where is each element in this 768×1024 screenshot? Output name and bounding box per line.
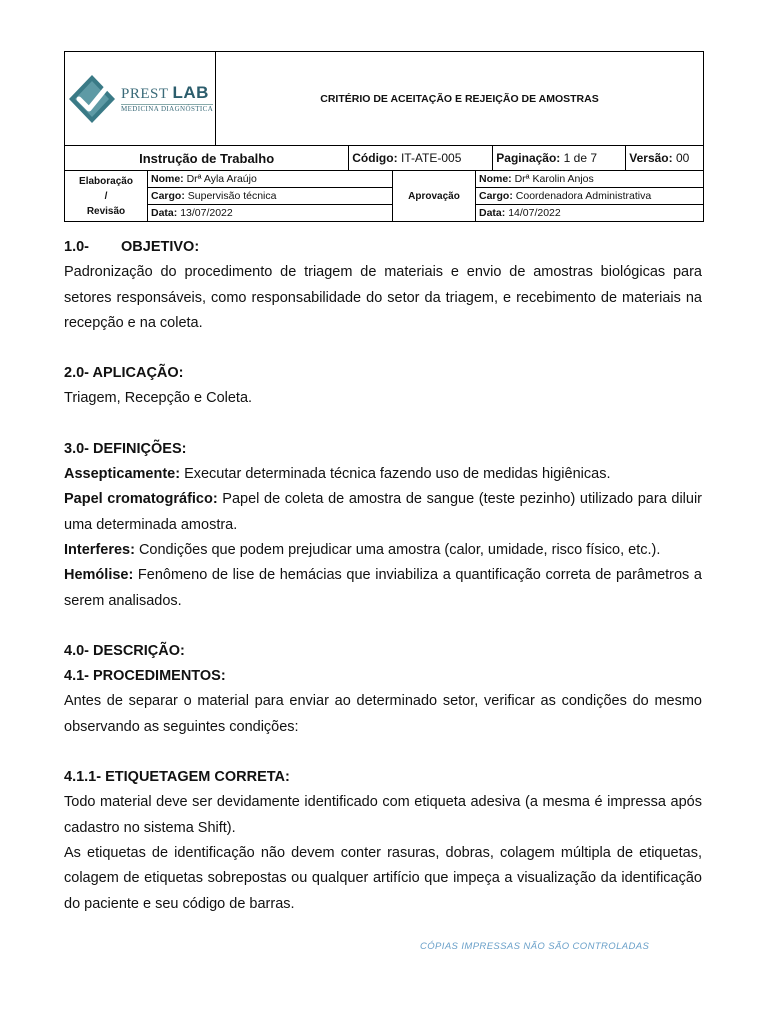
section-2-heading: 2.0- APLICAÇÃO:	[64, 365, 184, 382]
prestlab-logo	[67, 73, 215, 125]
versao-cell	[626, 146, 704, 171]
aprov-nome-cell	[476, 171, 704, 188]
paginacao-value: 1 de 7	[563, 151, 598, 165]
footer-note: CÓPIAS IMPRESSAS NÃO SÃO CONTROLADAS	[420, 941, 650, 952]
aprov-data: 14/07/2022	[508, 207, 561, 219]
definition-text: Papel de coleta de amostra de sangue (teste pezinho) utilizado para diluir uma determinada amostra.	[64, 491, 702, 533]
elab-nome-label: Nome:	[151, 173, 184, 185]
elaboracao-label	[65, 171, 148, 222]
aprov-data-cell	[476, 205, 704, 222]
section-1-number: 1.0-	[64, 239, 89, 255]
definition-term: Interferes:	[64, 541, 135, 558]
section-3-heading: 3.0- DEFINIÇÕES:	[64, 440, 187, 457]
elab-data: 13/07/2022	[180, 207, 233, 219]
definition-term: Papel cromatográfico:	[64, 491, 218, 508]
definition-term: Hemólise:	[64, 567, 134, 584]
versao-value: 00	[675, 151, 690, 165]
section-1-text: Padronização do procedimento de triagem de materiais e envio de amostras biológicas para setores responsáveis, como responsabilidade do setor da triagem, e recebimento de materiais na recepção e na coleta.	[64, 264, 702, 331]
section-2-text: Triagem, Recepção e Coleta.	[64, 390, 253, 407]
aprov-cargo-label: Cargo:	[479, 190, 513, 202]
definition-item	[64, 563, 702, 614]
document-header-table	[64, 51, 704, 171]
aprov-data-label: Data:	[479, 207, 506, 219]
elab-cargo-cell	[148, 188, 393, 205]
paginacao-label: Paginação:	[496, 151, 561, 165]
section-4-1-text: Antes de separar o material para enviar ao determinado setor, verificar as condições do mesmo observando as seguintes condições:	[64, 693, 702, 735]
logo-tagline: MEDICINA DIAGNÓSTICA	[121, 105, 214, 113]
versao-label: Versão:	[629, 151, 673, 165]
section-4-heading: 4.0- DESCRIÇÃO:	[64, 642, 185, 659]
codigo-label: Código:	[352, 151, 398, 165]
section-4-1-1-text-1: Todo material deve ser devidamente identificado com etiqueta adesiva (a mesma é impressa após cadastro no sistema Shift).	[64, 794, 702, 836]
definition-item	[64, 462, 702, 487]
codigo-value: IT-ATE-005	[400, 151, 462, 165]
elab-nome: Drª Ayla Araújo	[186, 173, 257, 185]
elab-cargo: Supervisão técnica	[187, 190, 277, 202]
definition-text: Condições que podem prejudicar uma amostra (calor, umidade, risco físico, etc.).	[134, 541, 661, 558]
definition-text: Executar determinada técnica fazendo uso de medidas higiênicas.	[180, 466, 611, 483]
document-body	[64, 235, 702, 917]
logo-brand-lab: LAB	[172, 83, 209, 102]
logo-cell	[65, 52, 216, 146]
paginacao-cell	[493, 146, 626, 171]
definition-term: Assepticamente:	[64, 466, 181, 483]
section-4-1-1-text-2: As etiquetas de identificação não devem conter rasuras, dobras, colagem múltipla de etiquetas, colagem de etiquetas sobrepostas ou qualquer artifício que impeça a visualização da identificação do paciente e seu código de barras.	[64, 844, 702, 912]
elab-data-label: Data:	[151, 207, 178, 219]
approval-table	[64, 170, 704, 222]
logo-diamond-icon	[67, 73, 117, 125]
doc-type: Instrução de Trabalho	[65, 146, 349, 171]
elab-cargo-label: Cargo:	[151, 190, 185, 202]
definition-item	[64, 487, 702, 538]
elaboracao-label-line3: Revisão	[86, 205, 126, 217]
aprov-cargo: Coordenadora Administrativa	[515, 190, 652, 202]
section-4-1-1-heading: 4.1.1- ETIQUETAGEM CORRETA:	[64, 769, 290, 786]
aprov-nome: Drª Karolin Anjos	[514, 173, 594, 185]
section-4-1-heading: 4.1- PROCEDIMENTOS:	[64, 668, 226, 685]
aprov-cargo-cell	[476, 188, 704, 205]
aprov-nome-label: Nome:	[479, 173, 512, 185]
logo-brand-prest: PREST	[121, 86, 169, 102]
definition-item	[64, 538, 702, 563]
elaboracao-label-line2: /	[104, 190, 108, 202]
section-1-title: OBJETIVO:	[121, 239, 200, 255]
elab-data-cell	[148, 205, 393, 222]
document-title: CRITÉRIO DE ACEITAÇÃO E REJEIÇÃO DE AMOSTRAS	[216, 52, 704, 146]
elaboracao-label-line1: Elaboração	[79, 175, 133, 187]
definition-text: Fenômeno de lise de hemácias que inviabiliza a quantificação correta de parâmetros a serem analisados.	[64, 567, 702, 609]
aprovacao-label: Aprovação	[393, 171, 476, 222]
section-1-heading	[64, 235, 702, 260]
elab-nome-cell	[148, 171, 393, 188]
codigo-cell	[349, 146, 493, 171]
